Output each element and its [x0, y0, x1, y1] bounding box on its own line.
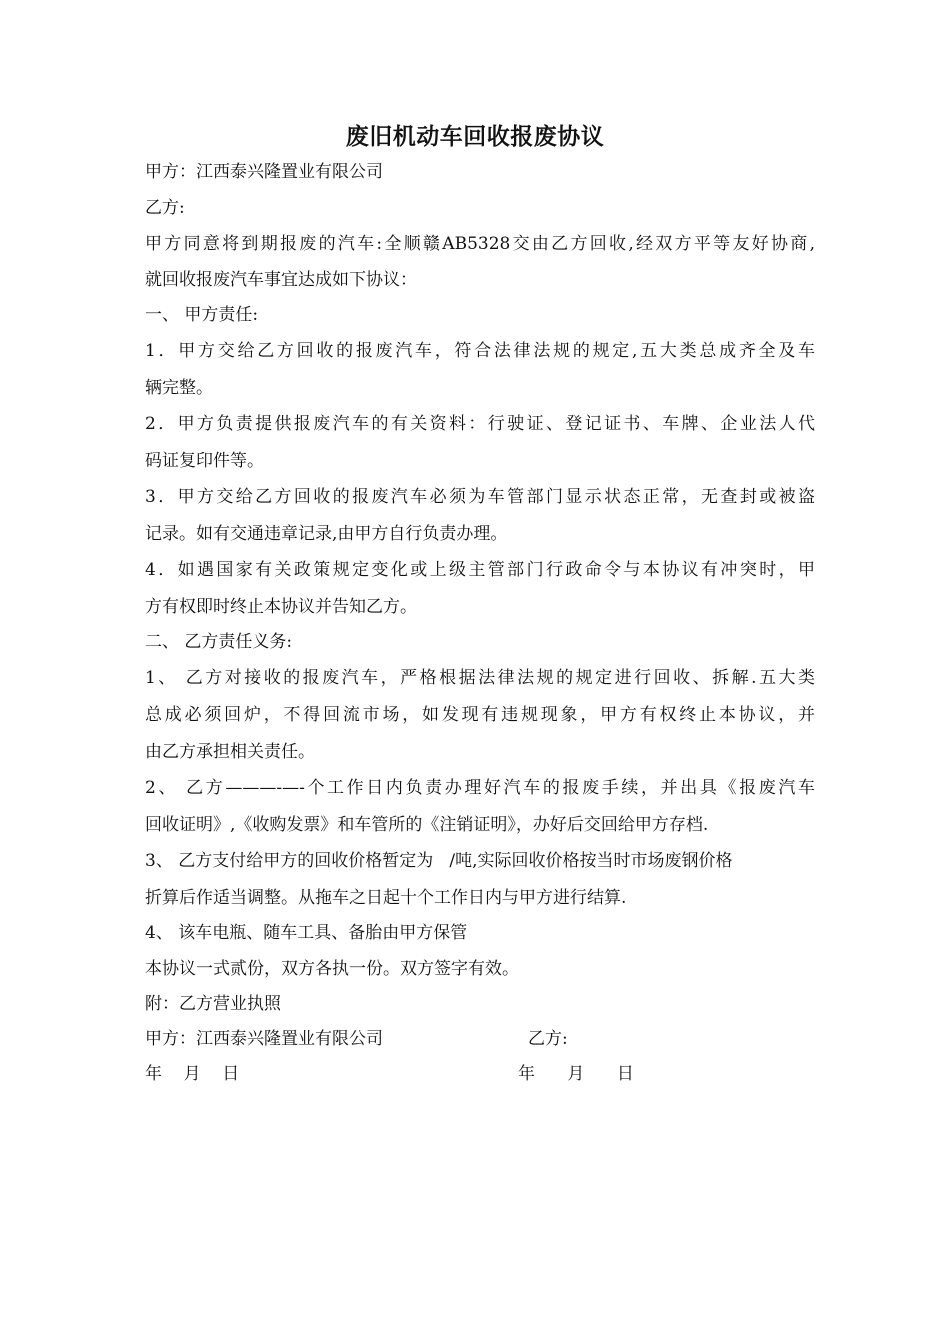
section-2-heading: 二、 乙方责任义务:	[145, 632, 293, 652]
copies-statement: 本协议一式贰份，双方各执一份。双方签字有效。	[145, 959, 519, 979]
date-right: 年 月 日	[518, 1064, 634, 1084]
clause-a4-line-2: 方有权即时终止本协议并告知乙方。	[145, 597, 417, 617]
clause-b2-line-1: 2、 乙方———-—-个工作日内负责办理好汽车的报废手续，并出具《报废汽车	[145, 778, 815, 798]
clause-a1-line-1: 1．甲方交给乙方回收的报废汽车，符合法律法规的规定,五大类总成齐全及车	[145, 341, 815, 361]
party-b-line: 乙方:	[145, 198, 185, 218]
intro-line-2: 就回收报废汽车事宜达成如下协议：	[145, 270, 417, 290]
clause-a4-line-1: 4．如遇国家有关政策规定变化或上级主管部门行政命令与本协议有冲突时，甲	[145, 560, 815, 580]
intro-line-1: 甲方同意将到期报废的汽车:全顺赣AB5328交由乙方回收,经双方平等友好协商,	[145, 234, 815, 254]
clause-a3-line-1: 3．甲方交给乙方回收的报废汽车必须为车管部门显示状态正常，无查封或被盗	[145, 487, 815, 507]
clause-a3-line-2: 记录。如有交通违章记录,由甲方自行负责办理。	[145, 524, 508, 544]
signature-party-b: 乙方:	[528, 1029, 568, 1049]
clause-b1-line-1: 1、 乙方对接收的报废汽车，严格根据法律法规的规定进行回收、拆解.五大类	[145, 668, 815, 688]
clause-b1-line-2: 总成必须回炉，不得回流市场，如发现有违规现象，甲方有权终止本协议，并	[145, 705, 815, 725]
clause-b3-line-2: 折算后作适当调整。从拖车之日起十个工作日内与甲方进行结算.	[145, 888, 627, 908]
signature-party-a: 甲方：江西泰兴隆置业有限公司	[145, 1029, 383, 1049]
clause-b3-line-1: 3、 乙方支付给甲方的回收价格暂定为 /吨,实际回收价格按当时市场废钢价格	[145, 851, 733, 871]
date-left: 年 月 日	[145, 1064, 240, 1084]
clause-b1-line-3: 由乙方承担相关责任。	[145, 742, 315, 762]
clause-b2-line-2: 回收证明》,《收购发票》和车管所的《注销证明》，办好后交回给甲方存档.	[145, 815, 709, 835]
clause-a2-line-1: 2．甲方负责提供报废汽车的有关资料：行驶证、登记证书、车牌、企业法人代	[145, 414, 815, 434]
attachment-note: 附：乙方营业执照	[145, 994, 281, 1014]
clause-b4-line-1: 4、 该车电瓶、随车工具、备胎由甲方保管	[145, 923, 468, 943]
document-title: 废旧机动车回收报废协议	[345, 124, 605, 150]
party-a-line: 甲方：江西泰兴隆置业有限公司	[145, 162, 383, 182]
section-1-heading: 一、 甲方责任:	[145, 305, 259, 325]
clause-a1-line-2: 辆完整。	[145, 378, 213, 398]
clause-a2-line-2: 码证复印件等。	[145, 451, 264, 471]
